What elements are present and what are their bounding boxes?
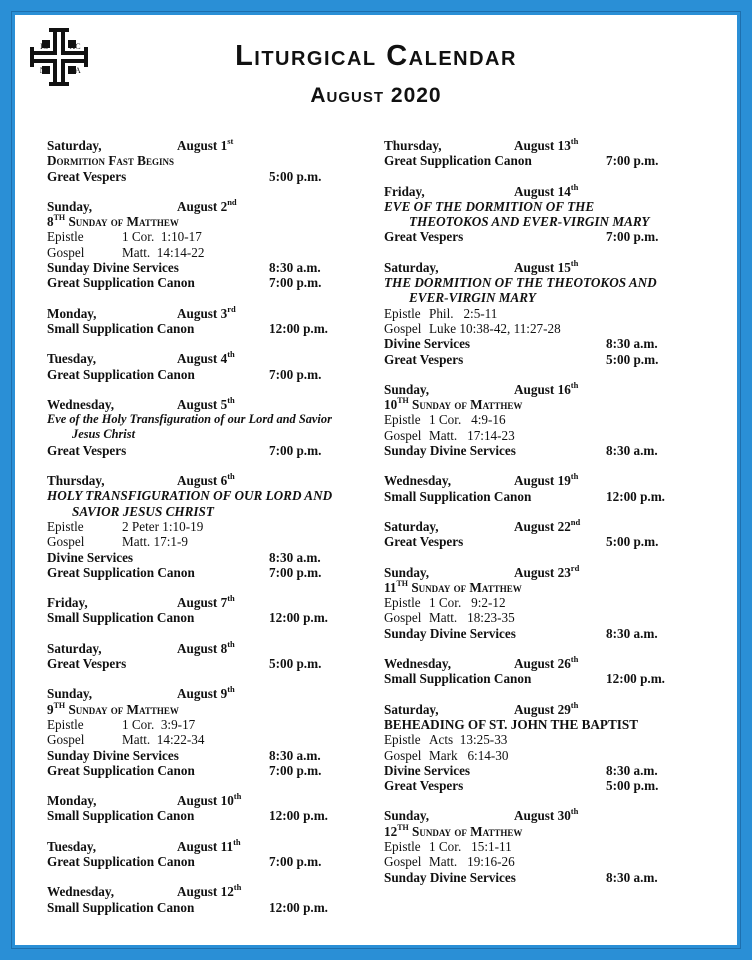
day-heading xyxy=(47,351,337,366)
feast-title: Eve of the Holy Transfiguration of our Lord and Savior Jesus Christ xyxy=(47,412,332,442)
day-name: Saturday, xyxy=(384,701,439,717)
day-name: Saturday, xyxy=(47,138,102,153)
sunday-title: Dormition Fast Begins xyxy=(47,153,174,169)
date-suffix: rd xyxy=(227,303,236,314)
service-time: 7:00 p.m. xyxy=(269,366,322,382)
day-heading xyxy=(384,138,674,153)
reading-line xyxy=(384,306,674,321)
service-name: Great Vespers xyxy=(384,229,464,245)
service-name: Great Vespers xyxy=(47,168,127,184)
day-heading xyxy=(384,257,674,275)
date-suffix: th xyxy=(570,181,579,192)
service-name: Great Vespers xyxy=(47,656,127,672)
service-line xyxy=(384,443,674,458)
reading-ref: Matt. 17:1-9 xyxy=(122,534,188,550)
day-name: Wednesday, xyxy=(47,884,115,900)
svg-text:IC: IC xyxy=(40,42,48,51)
calendar-entry xyxy=(47,303,337,337)
reading-ref: 1 Cor. 3:9-17 xyxy=(122,716,196,732)
ordinal-suffix: TH xyxy=(53,700,66,710)
reading-label: Epistle xyxy=(384,412,421,428)
sunday-title: 9TH Sunday of Matthew xyxy=(47,700,179,717)
day-heading xyxy=(47,836,337,854)
calendar-entry xyxy=(47,884,337,915)
service-name: Great Supplication Canon xyxy=(47,564,195,580)
date-suffix: th xyxy=(570,379,579,390)
date-suffix: nd xyxy=(227,196,237,207)
service-line xyxy=(384,229,674,244)
day-heading xyxy=(47,793,337,808)
service-name: Divine Services xyxy=(384,762,471,778)
date-suffix: rd xyxy=(570,562,580,573)
service-time: 12:00 p.m. xyxy=(269,808,328,824)
reading-ref: Matt. 14:22-34 xyxy=(122,732,205,748)
reading-label: Epistle xyxy=(47,518,84,534)
service-name: Great Supplication Canon xyxy=(47,762,195,778)
date-suffix: th xyxy=(570,257,579,268)
service-line xyxy=(47,169,337,184)
sunday-title: 11TH Sunday of Matthew xyxy=(384,578,522,595)
service-name: Sunday Divine Services xyxy=(47,747,179,763)
service-line xyxy=(47,275,337,290)
reading-ref: Matt. 18:23-35 xyxy=(429,610,515,626)
calendar-entry xyxy=(47,138,337,184)
reading-ref: 1 Cor. 1:10-17 xyxy=(122,229,202,245)
service-line xyxy=(47,367,337,382)
calendar-entry xyxy=(47,638,337,672)
calendar-entry xyxy=(384,656,674,687)
reading-ref: Phil. 2:5-11 xyxy=(429,305,498,321)
service-time: 5:00 p.m. xyxy=(606,534,659,550)
service-time: 7:00 p.m. xyxy=(269,853,322,869)
day-heading xyxy=(384,379,674,397)
service-line xyxy=(47,900,337,915)
service-time: 5:00 p.m. xyxy=(269,168,322,184)
reading-label: Gospel xyxy=(47,534,85,550)
service-time: 7:00 p.m. xyxy=(269,564,322,580)
reading-line xyxy=(47,519,337,534)
service-name: Great Supplication Canon xyxy=(47,366,195,382)
day-name: Sunday, xyxy=(384,808,430,824)
calendar-entry xyxy=(47,836,337,870)
reading-line xyxy=(384,595,674,610)
service-time: 7:00 p.m. xyxy=(606,229,659,245)
entry-date: August 3rd xyxy=(177,303,236,321)
reading-line xyxy=(384,748,674,763)
service-line xyxy=(384,153,674,168)
service-name: Sunday Divine Services xyxy=(384,443,516,459)
reading-line xyxy=(384,321,674,336)
day-heading xyxy=(384,181,674,199)
service-line xyxy=(384,763,674,778)
calendar-entry xyxy=(384,257,674,367)
day-heading xyxy=(47,638,337,656)
reading-ref: Acts 13:25-33 xyxy=(429,732,508,748)
date-suffix: th xyxy=(570,806,579,817)
day-name: Tuesday, xyxy=(47,351,96,367)
reading-line xyxy=(384,412,674,427)
entry-date: August 1st xyxy=(177,136,234,153)
reading-ref: 1 Cor. 4:9-16 xyxy=(429,412,506,428)
feast-title: THE DORMITION OF THE THEOTOKOS AND EVER-VIRGIN MARY xyxy=(384,275,657,306)
calendar-entry xyxy=(47,686,337,778)
service-name: Great Vespers xyxy=(384,778,464,794)
reading-line xyxy=(384,610,674,625)
day-heading xyxy=(47,394,337,412)
service-name: Small Supplication Canon xyxy=(47,610,195,626)
calendar-entry xyxy=(47,394,337,458)
reading-line xyxy=(384,428,674,443)
service-time: 7:00 p.m. xyxy=(269,442,322,458)
entry-date: August 16th xyxy=(514,379,579,397)
service-name: Sunday Divine Services xyxy=(47,260,179,276)
day-heading xyxy=(384,473,674,488)
right-column xyxy=(384,138,674,900)
calendar-entry xyxy=(384,473,674,504)
reading-ref: Matt. 17:14-23 xyxy=(429,427,515,443)
ordinal-suffix: TH xyxy=(397,396,409,406)
service-time: 7:00 p.m. xyxy=(606,153,659,169)
reading-line xyxy=(47,245,337,260)
service-time: 8:30 a.m. xyxy=(606,762,658,778)
day-heading xyxy=(384,562,674,580)
date-suffix: th xyxy=(570,136,579,146)
date-suffix: th xyxy=(570,471,579,482)
date-suffix: th xyxy=(570,654,579,665)
date-suffix: th xyxy=(227,684,235,695)
sunday-title: 8TH Sunday of Matthew xyxy=(47,213,179,230)
sunday-title: 10TH Sunday of Matthew xyxy=(384,396,523,413)
reading-label: Epistle xyxy=(384,595,421,611)
day-name: Sunday, xyxy=(384,381,430,397)
day-heading xyxy=(384,699,674,717)
calendar-entry xyxy=(47,595,337,626)
entry-date: August 13th xyxy=(514,136,579,153)
date-suffix: th xyxy=(227,471,235,482)
entry-date: August 12th xyxy=(177,882,242,900)
service-time: 5:00 p.m. xyxy=(269,656,322,672)
calendar-entry xyxy=(384,516,674,550)
service-time: 8:30 a.m. xyxy=(606,336,658,352)
reading-label: Epistle xyxy=(384,732,421,748)
reading-line xyxy=(384,732,674,747)
day-name: Sunday, xyxy=(47,686,93,702)
service-line xyxy=(47,808,337,823)
reading-label: Gospel xyxy=(384,854,422,870)
reading-line xyxy=(384,854,674,869)
service-time: 12:00 p.m. xyxy=(269,320,328,336)
reading-line xyxy=(384,839,674,854)
service-name: Small Supplication Canon xyxy=(384,671,532,687)
reading-label: Epistle xyxy=(47,716,84,732)
day-heading xyxy=(47,595,337,610)
day-name: Tuesday, xyxy=(47,838,96,854)
entry-date: August 19th xyxy=(514,471,579,489)
day-name: Sunday, xyxy=(384,564,430,580)
entry-date: August 2nd xyxy=(177,196,237,214)
entry-date: August 23rd xyxy=(514,562,580,580)
service-time: 12:00 p.m. xyxy=(606,488,665,504)
day-heading xyxy=(47,473,337,488)
service-time: 8:30 a.m. xyxy=(269,260,321,276)
reading-ref: 1 Cor. 15:1-11 xyxy=(429,838,512,854)
service-time: 12:00 p.m. xyxy=(606,671,665,687)
service-time: 12:00 p.m. xyxy=(269,610,328,626)
entry-date: August 7th xyxy=(177,593,235,611)
service-time: 12:00 p.m. xyxy=(269,899,328,915)
entry-date: August 30th xyxy=(514,806,579,824)
service-name: Divine Services xyxy=(384,336,471,352)
day-name: Saturday, xyxy=(384,518,439,534)
service-line xyxy=(47,321,337,336)
entry-date: August 26th xyxy=(514,654,579,672)
reading-label: Gospel xyxy=(384,610,422,626)
service-name: Small Supplication Canon xyxy=(47,808,195,824)
service-line xyxy=(384,336,674,351)
service-time: 8:30 a.m. xyxy=(606,625,658,641)
day-name: Monday, xyxy=(47,793,97,809)
day-heading xyxy=(47,884,337,899)
date-suffix: nd xyxy=(570,516,581,527)
date-suffix: th xyxy=(233,836,241,847)
reading-label: Epistle xyxy=(384,838,421,854)
entry-date: August 15th xyxy=(514,257,579,275)
reading-label: Gospel xyxy=(47,732,85,748)
day-name: Sunday, xyxy=(47,198,93,214)
service-line xyxy=(384,489,674,504)
service-line xyxy=(47,656,337,671)
service-name: Divine Services xyxy=(47,549,134,565)
reading-ref: 1 Cor. 9:2-12 xyxy=(429,595,506,611)
service-name: Small Supplication Canon xyxy=(384,488,532,504)
service-line xyxy=(47,763,337,778)
service-name: Sunday Divine Services xyxy=(384,625,516,641)
reading-line xyxy=(47,717,337,732)
day-name: Thursday, xyxy=(384,138,442,153)
day-heading xyxy=(384,516,674,534)
reading-label: Gospel xyxy=(384,320,422,336)
day-heading xyxy=(384,808,674,823)
day-name: Saturday, xyxy=(384,259,439,275)
day-heading xyxy=(384,656,674,671)
service-time: 8:30 a.m. xyxy=(269,549,321,565)
entry-date: August 9th xyxy=(177,684,235,702)
day-heading xyxy=(47,138,337,153)
service-line xyxy=(47,854,337,869)
service-line xyxy=(384,352,674,367)
service-line xyxy=(384,717,674,732)
calendar-entry xyxy=(47,196,337,291)
service-line xyxy=(384,626,674,641)
entry-date: August 10th xyxy=(177,791,242,809)
day-name: Friday, xyxy=(47,595,88,611)
service-name: Great Supplication Canon xyxy=(47,275,195,291)
calendar-entry xyxy=(384,379,674,459)
day-heading xyxy=(47,196,337,214)
calendar-entry xyxy=(384,808,674,884)
calendar-entry xyxy=(47,473,337,580)
entry-date: August 29th xyxy=(514,699,579,717)
feast-title: HOLY TRANSFIGURATION OF OUR LORD AND SAVIOR JESUS CHRIST xyxy=(47,488,333,519)
service-line xyxy=(47,565,337,580)
svg-text:XC: XC xyxy=(69,42,81,51)
date-suffix: th xyxy=(227,593,235,604)
day-heading xyxy=(47,686,337,701)
day-name: Saturday, xyxy=(47,640,102,656)
entry-date: August 5th xyxy=(177,394,235,412)
service-line xyxy=(47,610,337,625)
date-suffix: th xyxy=(227,394,235,405)
day-name: Wednesday, xyxy=(384,656,452,672)
day-name: Monday, xyxy=(47,305,97,321)
entry-date: August 4th xyxy=(177,349,235,367)
service-name: Sunday Divine Services xyxy=(384,869,516,885)
date-suffix: th xyxy=(233,882,242,893)
service-time: 8:30 a.m. xyxy=(606,869,658,885)
calendar-entry xyxy=(47,793,337,824)
day-heading xyxy=(47,303,337,321)
day-name: Wednesday, xyxy=(47,396,115,412)
left-column xyxy=(47,138,337,930)
svg-text:KA: KA xyxy=(69,66,81,75)
reading-ref: 2 Peter 1:10-19 xyxy=(122,518,204,534)
service-line xyxy=(47,748,337,763)
service-name: Great Vespers xyxy=(47,442,127,458)
svg-text:NI: NI xyxy=(39,66,49,75)
reading-line xyxy=(47,732,337,747)
calendar-entry xyxy=(384,181,674,245)
day-name: Wednesday, xyxy=(384,473,452,489)
reading-label: Gospel xyxy=(384,427,422,443)
calendar-entry xyxy=(47,351,337,382)
reading-ref: Luke 10:38-42, 11:27-28 xyxy=(429,320,561,336)
ordinal-suffix: TH xyxy=(53,213,66,223)
service-time: 7:00 p.m. xyxy=(269,762,322,778)
sunday-title: 12TH Sunday of Matthew xyxy=(384,822,523,839)
service-name: Great Supplication Canon xyxy=(384,153,532,169)
service-time: 7:00 p.m. xyxy=(269,275,322,291)
reading-ref: Matt. 19:16-26 xyxy=(429,854,515,870)
feast-title: EVE OF THE DORMITION OF THE THEOTOKOS AND EVER-VIRGIN MARY xyxy=(384,198,650,230)
ordinal-suffix: TH xyxy=(397,822,409,832)
date-suffix: th xyxy=(233,791,242,802)
service-time: 8:30 a.m. xyxy=(606,443,658,459)
reading-ref: Mark 6:14-30 xyxy=(429,747,509,763)
service-line xyxy=(47,550,337,565)
calendar-entry xyxy=(384,138,674,169)
service-line xyxy=(384,671,674,686)
entry-date: August 22nd xyxy=(514,516,581,534)
service-time: 5:00 p.m. xyxy=(606,351,659,367)
entry-date: August 6th xyxy=(177,471,235,489)
calendar-entry xyxy=(384,562,674,641)
reading-label: Epistle xyxy=(384,305,421,321)
reading-label: Gospel xyxy=(47,244,85,260)
entry-date: August 11th xyxy=(177,836,241,854)
service-name: Great Vespers xyxy=(384,534,464,550)
service-line xyxy=(384,534,674,549)
service-time: 5:00 p.m. xyxy=(606,778,659,794)
service-line xyxy=(47,443,337,458)
reading-label: Gospel xyxy=(384,747,422,763)
page-title: Liturgical Calendar xyxy=(235,40,517,72)
reading-line xyxy=(47,229,337,244)
service-line xyxy=(384,778,674,793)
service-name: Great Vespers xyxy=(384,351,464,367)
day-name: Friday, xyxy=(384,183,425,199)
date-suffix: th xyxy=(227,349,235,360)
service-line xyxy=(384,870,674,885)
page-subtitle: August 2020 xyxy=(310,84,442,107)
service-name: Great Supplication Canon xyxy=(47,853,195,869)
service-name: Small Supplication Canon xyxy=(47,899,195,915)
entry-date: August 14th xyxy=(514,181,579,199)
reading-label: Epistle xyxy=(47,229,84,245)
entry-date: August 8th xyxy=(177,638,235,656)
service-line xyxy=(47,260,337,275)
service-name: BEHEADING OF ST. JOHN THE BAPTIST xyxy=(384,716,639,732)
reading-line xyxy=(47,534,337,549)
date-suffix: th xyxy=(227,638,235,649)
service-name: Small Supplication Canon xyxy=(47,320,195,336)
date-suffix: th xyxy=(570,699,579,710)
reading-ref: Matt. 14:14-22 xyxy=(122,244,205,260)
service-time: 8:30 a.m. xyxy=(269,747,321,763)
day-name: Thursday, xyxy=(47,473,105,489)
ordinal-suffix: TH xyxy=(396,578,409,588)
date-suffix: st xyxy=(227,136,234,146)
calendar-entry xyxy=(384,699,674,794)
